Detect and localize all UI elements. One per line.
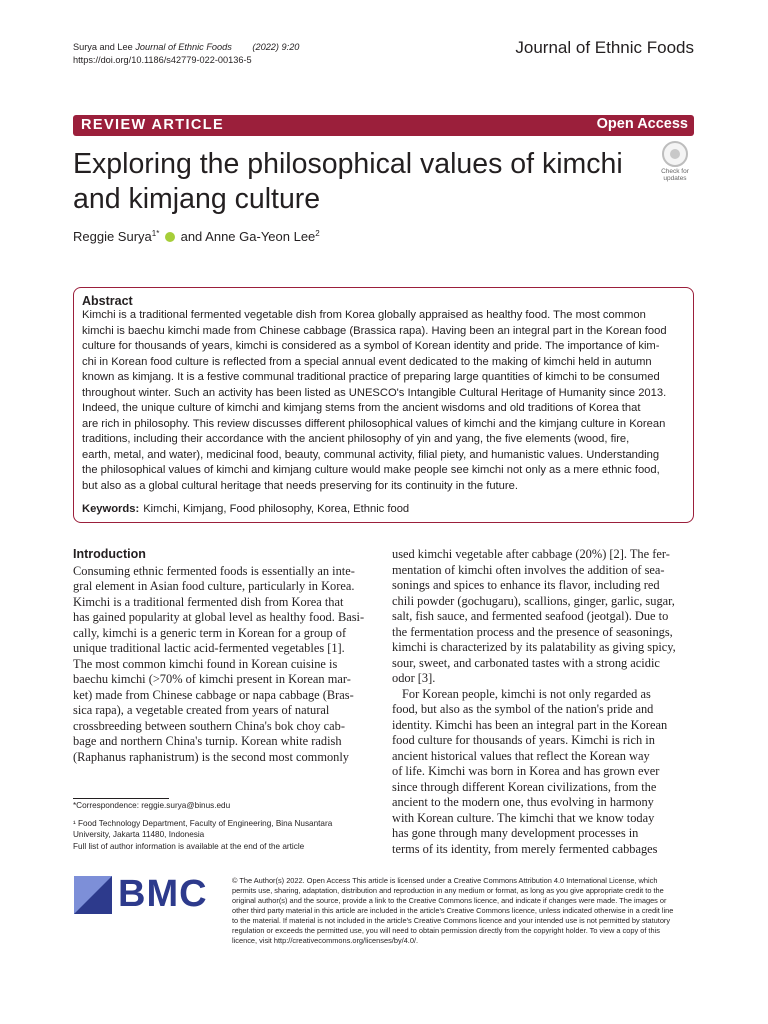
- footnote-divider: [73, 798, 169, 799]
- body-line: bage and northern China's turnip. Korean white radish: [73, 734, 342, 748]
- citation-authors: Surya and Lee: [73, 42, 133, 52]
- abstract-line: culture for thousands of years, kimchi is considered as a symbol of Korean identity and pride. The importance of kim-: [82, 340, 660, 352]
- abstract-line: known as kimjang. It is a festive communal traditional practice of preparing large quantities of kimchi to be consumed: [82, 371, 660, 383]
- abstract-line: are rich in philosophy. This review discusses different philosophical values of kimchi and the kimjang culture in Korean: [82, 417, 666, 430]
- body-line: unique traditional lactic acid-fermented vegetables [1].: [73, 641, 345, 655]
- section-heading-introduction: Introduction: [73, 547, 146, 561]
- doi-link[interactable]: https://doi.org/10.1186/s42779-022-00136-5: [73, 55, 252, 65]
- check-updates-label: Check for updates: [661, 168, 689, 182]
- author-list: [73, 229, 320, 244]
- body-line: with Korean culture. The kimchi that we know today: [392, 810, 655, 825]
- body-line: has gained popularity at global level as healthy food. Basi-: [73, 610, 365, 624]
- body-line: kimchi is characterized by its palatability as giving spicy,: [392, 640, 676, 654]
- abstract-line: chi in Korean food culture is reflected from a special annual event dedicated to the making of kimchi held in autumn: [82, 355, 652, 368]
- abstract-line: throughout winter. Such an activity has been listed as UNESCO's Intangible Cultural Heritage of Humanity since 2013.: [82, 386, 667, 399]
- abstract-line: Indeed, the unique culture of kimchi and kimjang stems from the ancient wisdoms and old traditions of Korea that: [82, 402, 641, 414]
- check-updates-icon: [662, 141, 688, 167]
- author-info-note: Full list of author information is available at the end of the article: [73, 842, 305, 851]
- citation-volume: (2022) 9:20: [252, 42, 300, 52]
- body-line: For Korean people, kimchi is not only regarded as: [402, 686, 651, 701]
- author-1-affiliation: 1*: [151, 229, 160, 238]
- abstract-line: the philosophical values of kimchi and kimjang culture would make people see kimchi not only as a mere ethnic food,: [82, 464, 660, 476]
- abstract-line: traditions, including their accordance with the ancient philosophy of yin and yang, the five elements (wood, fire,: [82, 433, 630, 445]
- abstract-line: earth, metal, and water), medicinal food, beauty, communal activity, filial piety, and humanistic values. Understanding: [82, 448, 660, 461]
- author-2-affiliation: 2: [315, 229, 320, 238]
- body-line: baechu kimchi (>70% of kimchi present in Korean mar-: [73, 672, 351, 686]
- abstract-line: Kimchi is a traditional fermented vegetable dish from Korea globally appraised as healthy food. The most common: [82, 309, 646, 321]
- affiliation-line: University, Jakarta 11480, Indonesia: [73, 830, 205, 839]
- abstract-line: kimchi is baechu kimchi made from Chinese cabbage (Brassica rapa). Having been an integral part in the Korean food: [82, 324, 667, 337]
- license-line: original author(s) and the source, provide a link to the Creative Commons licence, and indicate if changes were made. The images or: [232, 896, 667, 905]
- bmc-logo-text: BMC: [118, 873, 208, 915]
- orcid-icon[interactable]: [165, 232, 175, 242]
- citation-journal: Journal of Ethnic Foods: [135, 42, 232, 52]
- license-line[interactable]: licence, visit http://creativecommons.org/licenses/by/4.0/.: [232, 936, 419, 945]
- body-line: Kimchi is a traditional fermented dish from Korea that: [73, 594, 344, 609]
- body-line: chili powder (gochugaru), scallions, ginger, garlic, sugar,: [392, 593, 675, 608]
- abstract-line: but also as a global cultural heritage that needs preserving for its continuity in the future.: [82, 479, 518, 492]
- body-line: mentation of kimchi often involves the addition of sea-: [392, 562, 665, 577]
- citation-block: [73, 41, 299, 67]
- article-type-banner: [73, 115, 694, 136]
- body-line: (Raphanus raphanistrum) is the second most commonly: [73, 749, 349, 764]
- abstract-text: [82, 308, 686, 494]
- open-access-label: Open Access: [596, 116, 688, 132]
- body-line: salt, fish sauce, and fermented seafood (jeotgal). Due to: [392, 609, 669, 623]
- body-line: The most common kimchi found in Korean cuisine is: [73, 656, 338, 671]
- keywords-line: [82, 503, 409, 515]
- body-line: sour, sweet, and carbonated tastes with a strong acidic: [392, 655, 660, 670]
- article-type-label: REVIEW ARTICLE: [81, 117, 225, 133]
- affiliation-line: ¹ Food Technology Department, Faculty of Engineering, Bina Nusantara: [73, 819, 333, 828]
- license-line: © The Author(s) 2022. Open Access This article is licensed under a Creative Commons Attribution 4.0 International License, which: [232, 876, 658, 885]
- body-line: the fermentation process and the presence of seasonings,: [392, 624, 673, 639]
- license-line: permits use, sharing, adaptation, distribution and reproduction in any medium or format, as long as you give appropriate credit to the: [232, 886, 664, 895]
- license-line: regulation or exceeds the permitted use, you will need to obtain permission directly from the copyright holder. To view a copy of this: [232, 926, 660, 935]
- body-line: has gone through many development processes in: [392, 826, 639, 840]
- body-column-right: [392, 547, 694, 857]
- keywords-text: Kimchi, Kimjang, Food philosophy, Korea, Ethnic food: [143, 503, 410, 515]
- body-line: ket) made from Chinese cabbage or napa cabbage (Bras-: [73, 687, 354, 702]
- body-line: odor [3].: [392, 671, 436, 685]
- body-line: gral element in Asian food culture, particularly in Korea.: [73, 579, 355, 593]
- body-line: since through different Korean civilizations, from the: [392, 779, 657, 794]
- body-line: ancient to the modern one, thus evolving in harmony: [392, 795, 654, 809]
- license-line: to the material. If material is not included in the article's Creative Commons licence and your intended use is not permitted by statutory: [232, 916, 671, 925]
- body-line: sica rapa), a vegetable created from years of natural: [73, 703, 330, 717]
- body-line: food, but also as the symbol of the nation's pride and: [392, 702, 654, 716]
- keywords-label: Keywords:: [82, 503, 140, 515]
- bmc-logo[interactable]: [74, 873, 214, 916]
- article-title: Exploring the philosophical values of kimchi and kimjang culture: [73, 148, 623, 215]
- license-text: [232, 876, 696, 946]
- license-line: other third party material in this article are included in the article's Creative Commons licence, unless indicated otherwise in a credit line: [232, 906, 674, 915]
- check-for-updates-badge[interactable]: [655, 141, 695, 181]
- body-line: sonings and spices to enhance its flavor, including red: [392, 578, 660, 592]
- body-line: Consuming ethnic fermented foods is essentially an inte-: [73, 563, 355, 578]
- body-line: cally, kimchi is a generic term in Korean for a group of: [73, 625, 347, 640]
- journal-name: Journal of Ethnic Foods: [515, 38, 694, 57]
- author-2[interactable]: and Anne Ga-Yeon Lee: [180, 229, 316, 244]
- citation-line: [73, 41, 299, 54]
- body-line: identity. Kimchi has been an integral part in the Korean: [392, 717, 668, 732]
- body-line: used kimchi vegetable after cabbage (20%) [2]. The fer-: [392, 547, 670, 561]
- correspondence-note[interactable]: *Correspondence: reggie.surya@binus.edu: [73, 801, 231, 810]
- body-line: terms of its identity, from merely fermented cabbages: [392, 841, 658, 856]
- body-line: crossbreeding between southern China's bok choy cab-: [73, 718, 345, 733]
- body-line: of life. Kimchi was born in Korea and has grown ever: [392, 764, 660, 778]
- author-1[interactable]: Reggie Surya: [73, 229, 152, 244]
- abstract-heading: Abstract: [82, 294, 133, 308]
- bmc-logo-mark-icon: [74, 876, 112, 914]
- body-line: food culture for thousands of years. Kimchi is rich in: [392, 733, 655, 747]
- body-line: ancient historical values that reflect the Korean way: [392, 748, 650, 763]
- abstract-box: [73, 287, 694, 523]
- body-column-left: [73, 547, 375, 765]
